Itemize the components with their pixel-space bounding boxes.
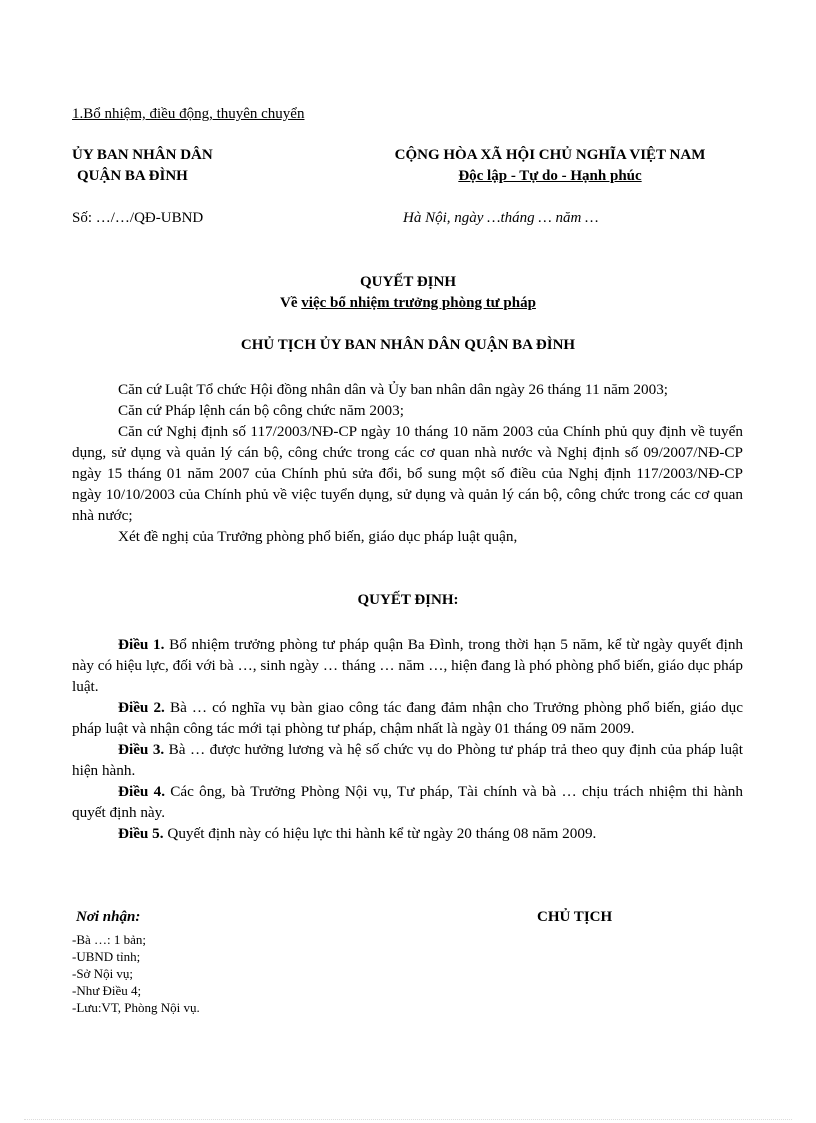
preamble-paragraph: Căn cứ Luật Tổ chức Hội đồng nhân dân và Ủy ban nhân dân ngày 26 tháng 11 năm 2003; [118,381,669,398]
article-text: Bổ nhiệm trưởng phòng tư pháp quận Ba Đình, trong thời hạn 5 năm, kể từ ngày quyết định này có hiệu lực, đối với bà …, sinh ngày … tháng … năm …, hiện đang là phó phòng phổ biến, giáo dục pháp luật. [72,636,744,695]
subject-text: việc bổ nhiệm trưởng phòng tư pháp [301,295,536,311]
article-text: Quyết định này có hiệu lực thi hành kể từ ngày 20 tháng 08 năm 2009. [163,825,597,842]
recipient-item: -Lưu:VT, Phòng Nội vụ. [72,1000,200,1015]
article [72,823,743,844]
recipient-item: -Bà …: 1 bản; [72,932,147,947]
article [72,739,743,781]
agency-line-2: QUẬN BA ĐÌNH [77,168,188,184]
country-name: CỘNG HÒA XÃ HỘI CHỦ NGHĨA VIỆT NAM [394,147,706,163]
signer-title: CHỦ TỊCH [537,909,613,925]
subject-prefix: Về [280,295,298,311]
decision-heading: QUYẾT ĐỊNH: [357,592,459,608]
recipients-heading: Nơi nhận: [76,909,141,925]
recipient-item: -Sở Nội vụ; [72,966,134,981]
article-text: Bà … được hưởng lương và hệ số chức vụ do Phòng tư pháp trả theo quy định của pháp luật hiện hành. [72,741,743,779]
national-motto: Độc lập - Tự do - Hạnh phúc [458,168,642,184]
section-title: 1.Bổ nhiệm, điều động, thuyên chuyển [72,106,305,122]
document-number: Số: …/…/QĐ-UBND [72,210,204,226]
agency-line-1: ỦY BAN NHÂN DÂN [72,147,213,163]
page-bottom-divider [24,1119,792,1120]
document-subject [108,295,708,312]
article-label: Điều 2. [118,699,165,716]
article [72,781,743,823]
preamble-paragraph: Xét đề nghị của Trưởng phòng phổ biến, giáo dục pháp luật quận, [118,528,518,545]
article-label: Điều 4. [118,783,166,800]
article-label: Điều 3. [118,741,165,758]
recipient-item: -UBND tỉnh; [72,949,141,964]
articles [72,634,743,844]
article-label: Điều 5. [118,825,164,842]
document-heading: QUYẾT ĐỊNH [360,274,456,290]
authority-heading: CHỦ TỊCH ỦY BAN NHÂN DÂN QUẬN BA ĐÌNH [240,337,576,353]
preamble [72,379,743,547]
article-text: Các ông, bà Trưởng Phòng Nội vụ, Tư pháp, Tài chính và bà … chịu trách nhiệm thi hành quyết định này. [72,783,743,821]
article-label: Điều 1. [118,636,165,653]
preamble-paragraph: Căn cứ Nghị định số 117/2003/NĐ-CP ngày 10 tháng 10 năm 2003 của Chính phủ quy định về tuyển dụng, sử dụng và quản lý cán bộ, công chức trong các cơ quan nhà nước và Nghị định số 09/2007/NĐ-CP ngày 15 tháng 01 năm 2007 của Chính phủ sửa đổi, bổ sung một số điều của Nghị định 117/2003/NĐ-CP ngày 10/10/2003 của Chính phủ về việc tuyển dụng, sử dụng và quản lý cán bộ, công chức trong các cơ quan nhà nước; [72,423,743,524]
article [72,697,743,739]
place-date: Hà Nội, ngày …tháng … năm … [403,210,599,226]
preamble-paragraph: Căn cứ Pháp lệnh cán bộ công chức năm 2003; [118,402,404,419]
recipients-list [72,931,200,1016]
article [72,634,743,697]
article-text: Bà … có nghĩa vụ bàn giao công tác đang đảm nhận cho Trưởng phòng phổ biến, giáo dục pháp luật và nhận công tác mới tại phòng tư pháp, chậm nhất là ngày 01 tháng 09 năm 2009. [72,699,743,737]
recipient-item: -Như Điều 4; [72,983,142,998]
